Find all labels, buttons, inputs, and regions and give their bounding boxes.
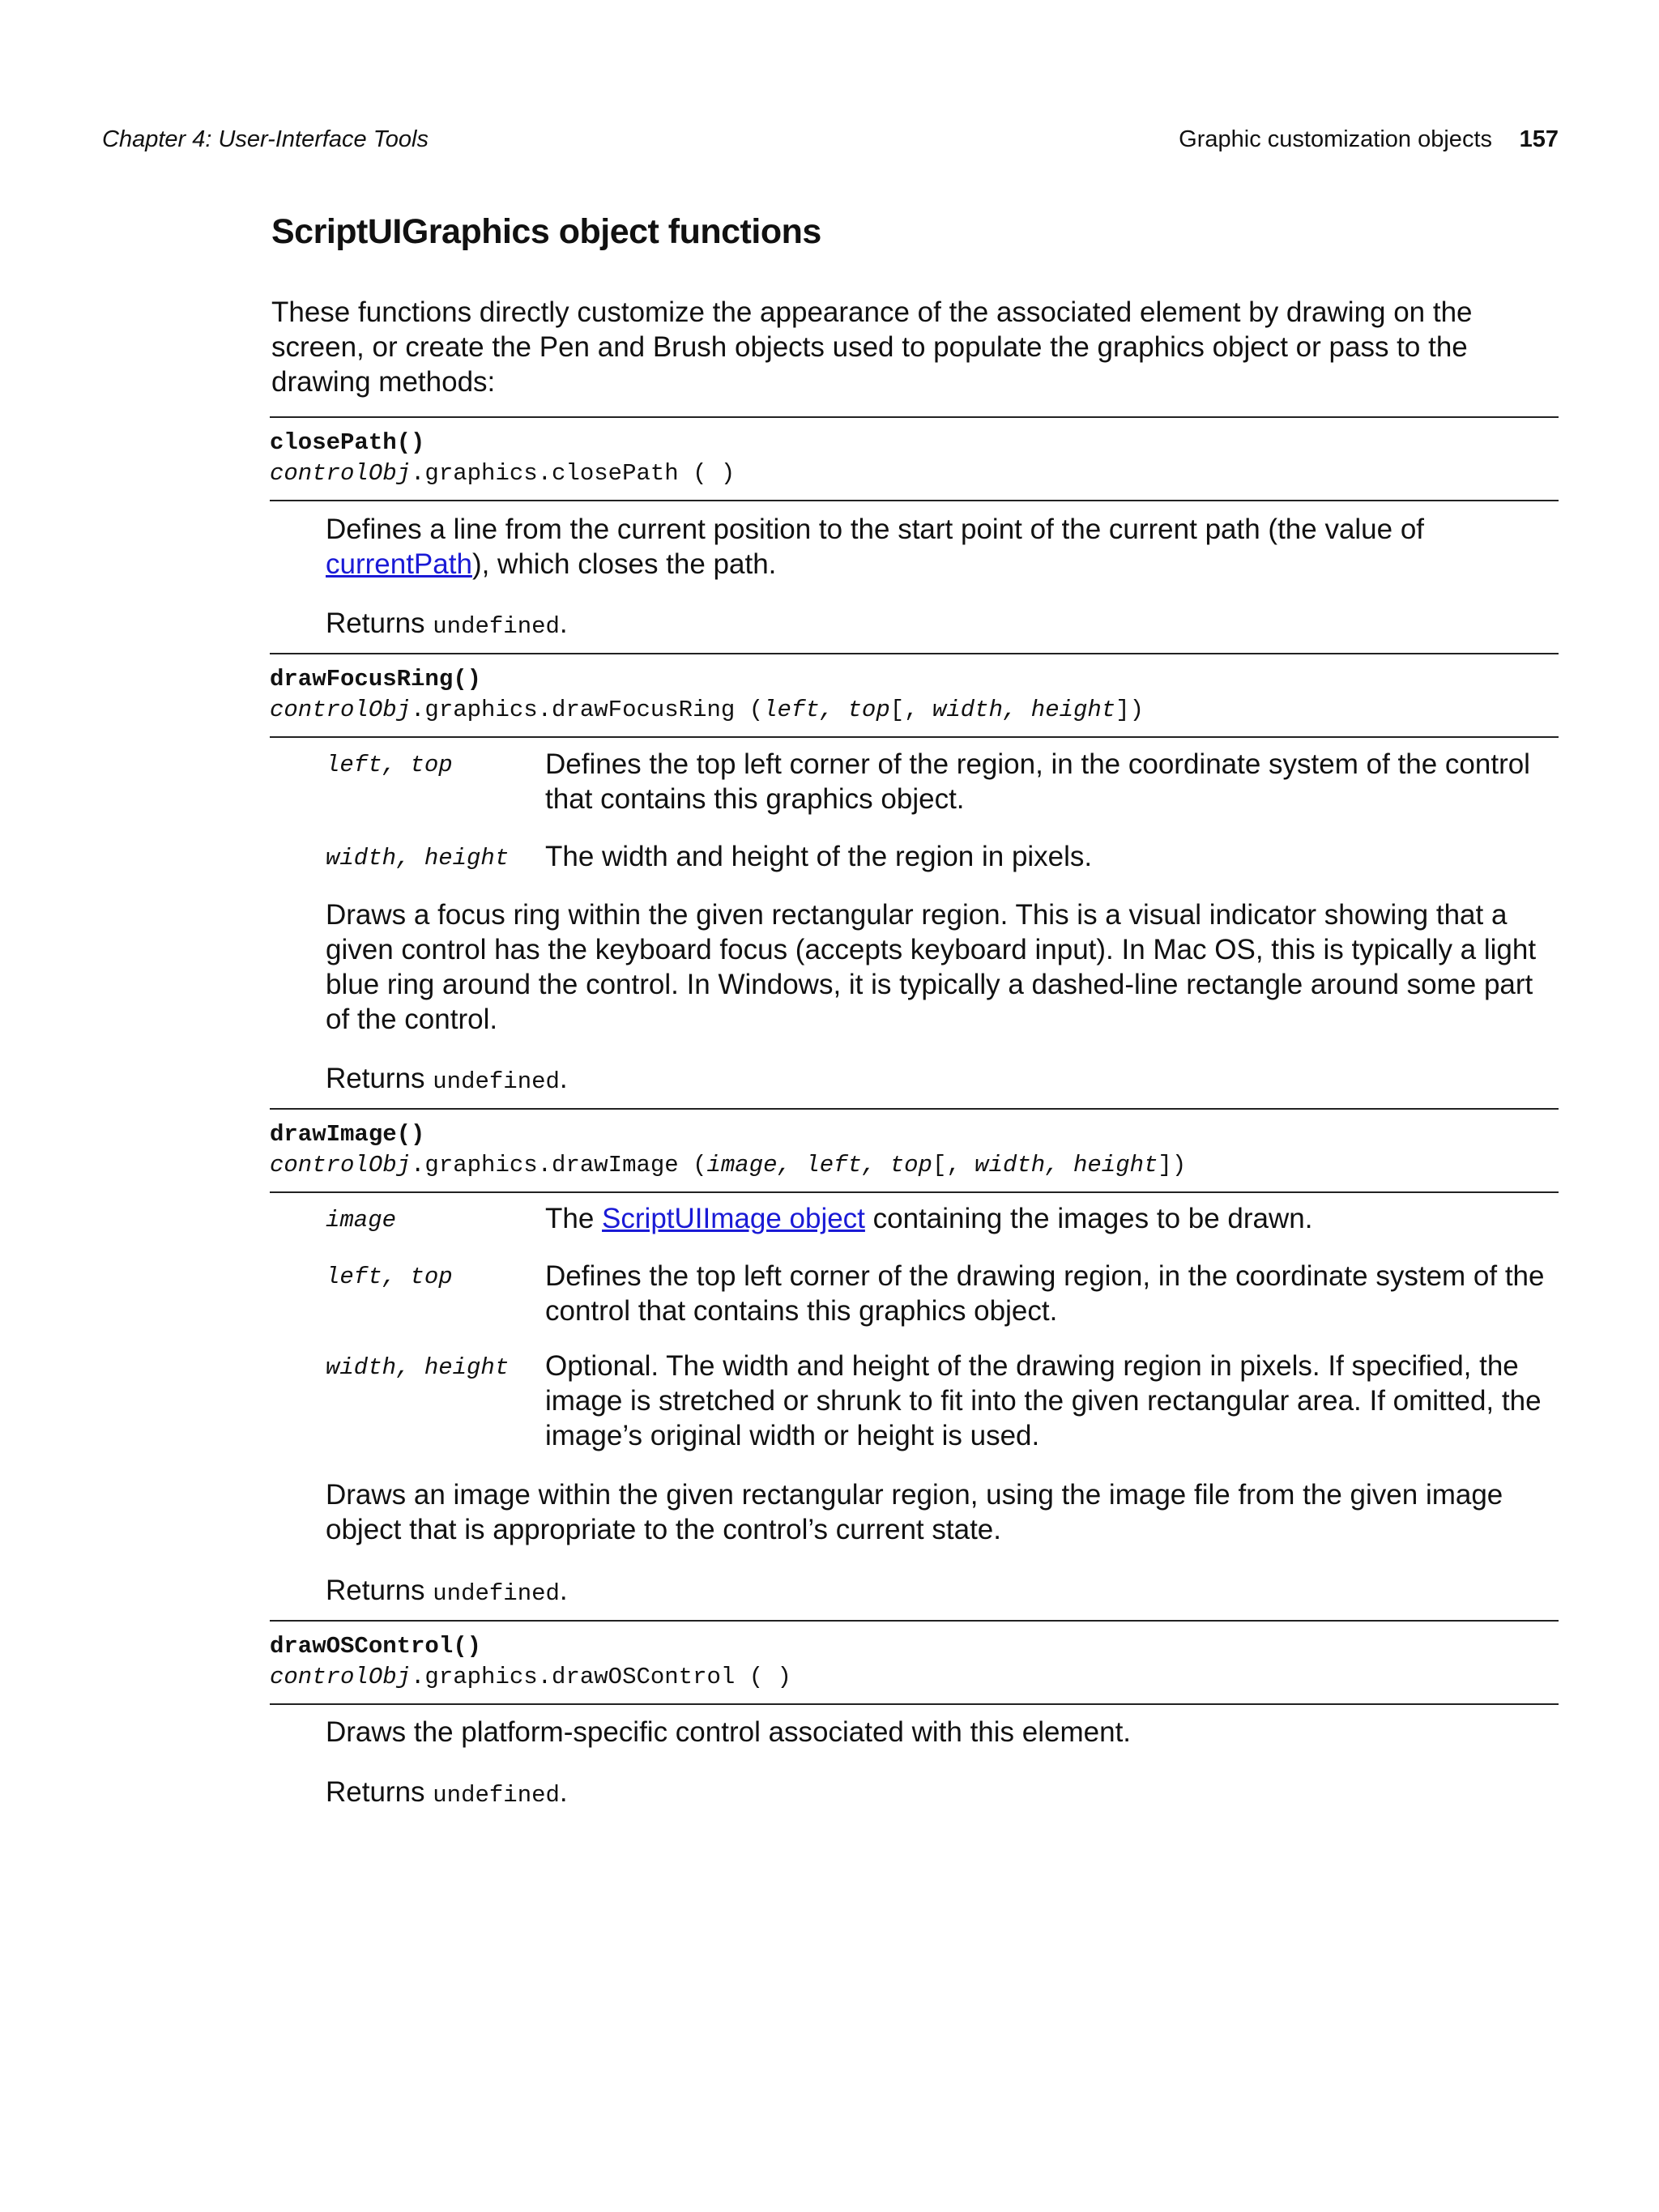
sig-object: controlObj	[270, 1152, 412, 1178]
param-description: Defines the top left corner of the region, in the coordinate system of the control that contains this graphics object.	[545, 748, 1530, 815]
sig-call: .graphics.drawFocusRing (	[411, 697, 764, 723]
param-name: image	[326, 1207, 397, 1234]
method-name-drawfocusring: drawFocusRing()	[270, 666, 482, 693]
returns-label: Returns	[326, 1063, 433, 1094]
method-signature-drawfocusring	[270, 697, 1144, 723]
returns-end: .	[559, 607, 568, 639]
divider	[270, 416, 1559, 418]
returns-end: .	[559, 1575, 568, 1606]
sig-bracket: [,	[889, 697, 932, 723]
param-name: width, height	[326, 845, 510, 872]
returns-value: undefined	[433, 1068, 560, 1095]
chapter-label: Chapter 4: User-Interface Tools	[102, 126, 429, 152]
sig-object: controlObj	[270, 1664, 412, 1690]
returns-drawimage	[326, 1573, 1557, 1611]
section-label: Graphic customization objects	[1179, 126, 1492, 152]
returns-value: undefined	[433, 1580, 560, 1607]
desc-text: ), which closes the path.	[471, 548, 777, 580]
returns-drawoscontrol	[326, 1775, 1557, 1813]
param-description: Defines the top left corner of the drawing region, in the coordinate system of the control that contains this graphics object.	[545, 1260, 1545, 1327]
param-description: Optional. The width and height of the drawing region in pixels. If specified, the image is stretched or shrunk to fit into the given rectangular area. If omitted, the image’s original width or height is used.	[545, 1350, 1542, 1451]
sig-object: controlObj	[270, 697, 412, 723]
returns-value: undefined	[433, 1782, 560, 1809]
method-name-closepath: closePath()	[270, 429, 425, 456]
returns-end: .	[559, 1063, 568, 1094]
sig-call: .graphics.drawOSControl ( )	[411, 1664, 791, 1690]
desc-text: The	[545, 1203, 603, 1234]
param-name: width, height	[326, 1354, 510, 1381]
desc-text: Defines a line from the current position to the start point of the current path (the value of	[326, 514, 1425, 545]
param-name: left, top	[326, 1264, 453, 1290]
divider	[270, 1703, 1559, 1705]
returns-drawfocusring	[326, 1061, 1557, 1099]
param-name: left, top	[326, 752, 453, 778]
divider	[270, 1108, 1559, 1110]
divider	[270, 1191, 1559, 1193]
returns-label: Returns	[326, 607, 433, 639]
running-header	[102, 126, 1559, 159]
returns-label: Returns	[326, 1776, 433, 1808]
sig-args: image, left, top	[706, 1152, 932, 1178]
method-description-drawfocusring: Draws a focus ring within the given rectangular region. This is a visual indicator showing that a given control has the keyboard focus (accepts keyboard input). In Mac OS, this is typically a light blue ring around the control. In Windows, it is typically a dashed-line rectangle around some part of the control.	[326, 899, 1537, 1035]
returns-end: .	[559, 1776, 568, 1808]
sig-args-optional: width, height	[975, 1152, 1158, 1178]
method-description-drawoscontrol: Draws the platform-specific control associated with this element.	[326, 1716, 1132, 1748]
divider	[270, 1620, 1559, 1622]
returns-label: Returns	[326, 1575, 433, 1606]
method-signature-drawimage	[270, 1152, 1186, 1178]
sig-args-optional: width, height	[932, 697, 1116, 723]
method-signature-closepath	[270, 460, 735, 487]
method-signature-drawoscontrol	[270, 1664, 791, 1690]
divider	[270, 500, 1559, 501]
page-number: 157	[1519, 126, 1559, 152]
method-name-drawimage: drawImage()	[270, 1121, 425, 1148]
sig-args: left, top	[763, 697, 890, 723]
sig-end: ])	[1158, 1152, 1187, 1178]
currentpath-link[interactable]: currentPath	[326, 548, 472, 580]
method-name-drawoscontrol: drawOSControl()	[270, 1633, 482, 1660]
sig-call: .graphics.closePath ( )	[411, 460, 736, 487]
intro-paragraph: These functions directly customize the appearance of the associated element by drawing on the screen, or create the Pen and Brush objects used to populate the graphics object or pass to the drawing methods:	[271, 296, 1473, 398]
sig-call: .graphics.drawImage (	[411, 1152, 707, 1178]
param-description	[545, 1201, 1558, 1236]
method-description-closepath	[326, 512, 1557, 582]
sig-object: controlObj	[270, 460, 412, 487]
method-description-drawimage: Draws an image within the given rectangular region, using the image file from the given image object that is appropriate to the control’s current state.	[326, 1479, 1503, 1545]
divider	[270, 736, 1559, 738]
sig-bracket: [,	[932, 1152, 975, 1178]
desc-text: containing the images to be drawn.	[864, 1203, 1313, 1234]
returns-value: undefined	[433, 613, 560, 640]
scriptuiimage-object-link[interactable]: ScriptUIImage object	[602, 1203, 865, 1234]
param-description: The width and height of the region in pixels.	[545, 841, 1093, 872]
divider	[270, 653, 1559, 654]
page-title: ScriptUIGraphics object functions	[271, 212, 821, 251]
returns-closepath	[326, 606, 1557, 644]
sig-end: ])	[1115, 697, 1145, 723]
